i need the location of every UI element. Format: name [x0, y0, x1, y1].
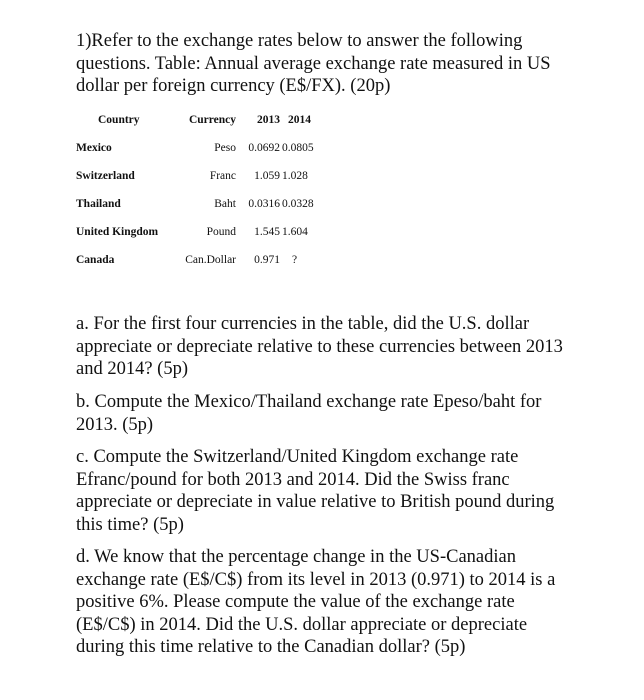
- cell-2013: 1.545: [254, 226, 280, 238]
- table-header-row: [74, 106, 330, 134]
- table-row: [74, 134, 330, 162]
- cell-2014: 0.0805: [282, 142, 314, 154]
- cell-currency: Peso: [214, 142, 236, 154]
- cell-currency: Pound: [206, 226, 236, 238]
- table-row: [74, 162, 330, 190]
- cell-2013: 0.971: [254, 254, 280, 266]
- table-row: [74, 246, 330, 274]
- exchange-rate-table: [74, 106, 330, 274]
- cell-currency: Baht: [214, 198, 236, 210]
- cell-2013: 0.0692: [248, 142, 280, 154]
- cell-2014: 1.028: [282, 170, 308, 182]
- question-d: d. We know that the percentage change in the US-Canadian exchange rate (E$/C$) from its level in 2013 (0.971) to 2014 is a positive 6%. Please compute the value of the exchange rate (E$/C$) in 2014. Did the U.S. dollar appreciate or depreciate during this time relative to the Canadian dollar? (5p): [76, 547, 556, 657]
- cell-currency: Can.Dollar: [185, 254, 236, 266]
- cell-2013: 1.059: [254, 170, 280, 182]
- table-row: [74, 190, 330, 218]
- header-currency: Currency: [188, 114, 236, 126]
- question-b: b. Compute the Mexico/Thailand exchange rate Epeso/baht for 2013. (5p): [76, 392, 542, 435]
- cell-country: Thailand: [76, 198, 121, 210]
- cell-country: United Kingdom: [76, 226, 159, 238]
- question-c: c. Compute the Switzerland/United Kingdom exchange rate Efranc/pound for both 2013 and 2014. Did the Swiss franc appreciate or depreciate in value relative to British pound during this time? (5p): [76, 447, 555, 535]
- cell-2013: 0.0316: [248, 198, 280, 210]
- cell-2014: 0.0328: [282, 198, 314, 210]
- header-2014: 2014: [288, 114, 311, 126]
- header-2013: 2013: [257, 114, 280, 126]
- cell-country: Canada: [76, 254, 115, 266]
- question-a: a. For the first four currencies in the table, did the U.S. dollar appreciate or depreciate relative to these currencies between 2013 and 2014? (5p): [76, 314, 563, 379]
- cell-country: Switzerland: [76, 170, 135, 182]
- question-intro: 1)Refer to the exchange rates below to answer the following questions. Table: Annual average exchange rate measured in US dollar per foreign currency (E$/FX). (20p): [76, 31, 551, 96]
- cell-country: Mexico: [76, 142, 112, 154]
- cell-currency: Franc: [209, 170, 236, 182]
- table-row: [74, 218, 330, 246]
- cell-2014: 1.604: [282, 226, 308, 238]
- cell-2014: ?: [292, 254, 298, 266]
- header-country: Country: [98, 114, 140, 126]
